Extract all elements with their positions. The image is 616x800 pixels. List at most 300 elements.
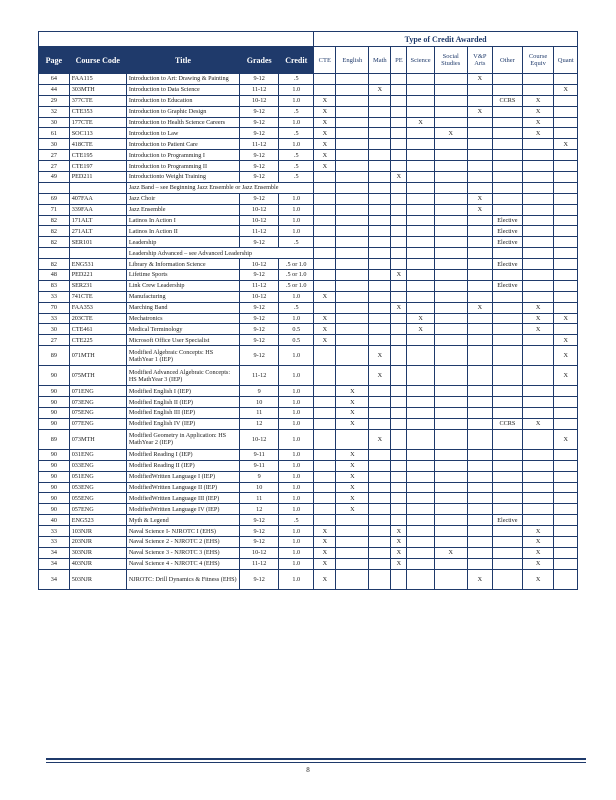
row-course-code: SER231 bbox=[69, 280, 126, 291]
row-math bbox=[369, 150, 391, 161]
row-social-studies bbox=[434, 117, 467, 128]
row-course-equiv bbox=[522, 335, 554, 346]
row-english bbox=[336, 182, 369, 193]
row-english bbox=[336, 128, 369, 139]
row-social-studies bbox=[434, 418, 467, 429]
col-title: Title bbox=[126, 47, 239, 74]
row-course-code: 303MTH bbox=[69, 84, 126, 95]
row-science bbox=[407, 128, 435, 139]
row-course-code: 203NJR bbox=[69, 536, 126, 547]
row-social-studies bbox=[434, 397, 467, 408]
row-grades: 9-12 bbox=[240, 237, 279, 248]
row-cte: X bbox=[314, 569, 336, 589]
row-course-code: 303NJR bbox=[69, 547, 126, 558]
row-social-studies bbox=[434, 302, 467, 313]
row-course-code: 407FAA bbox=[69, 193, 126, 204]
table-row bbox=[39, 84, 578, 95]
row-quant bbox=[554, 515, 578, 526]
row-social-studies bbox=[434, 237, 467, 248]
row-title: Introduction to Art: Drawing & Painting bbox=[126, 74, 239, 85]
row-english bbox=[336, 270, 369, 281]
row-english bbox=[336, 526, 369, 537]
row-title: ModifiedWritten Language I (IEP) bbox=[126, 471, 239, 482]
row-title: Latinos In Action II bbox=[126, 226, 239, 237]
row-pe bbox=[391, 215, 407, 226]
row-social-studies bbox=[434, 182, 467, 193]
row-quant bbox=[554, 536, 578, 547]
row-page: 61 bbox=[39, 128, 70, 139]
row-cte: X bbox=[314, 558, 336, 569]
row-course-code bbox=[69, 248, 126, 259]
row-page: 70 bbox=[39, 302, 70, 313]
row-quant bbox=[554, 117, 578, 128]
row-course-code: 741CTE bbox=[69, 291, 126, 302]
row-grades: 9-12 bbox=[240, 161, 279, 172]
table-row bbox=[39, 161, 578, 172]
col-other: Other bbox=[493, 47, 523, 74]
row-page: 90 bbox=[39, 408, 70, 419]
row-credit: 1.0 bbox=[279, 346, 314, 366]
row-other bbox=[493, 493, 523, 504]
row-grades: 9-12 bbox=[240, 270, 279, 281]
row-page bbox=[39, 248, 70, 259]
table-row bbox=[39, 139, 578, 150]
row-page: 30 bbox=[39, 324, 70, 335]
row-english: X bbox=[336, 471, 369, 482]
row-vp-arts bbox=[467, 471, 492, 482]
row-credit: 1.0 bbox=[279, 193, 314, 204]
row-math bbox=[369, 558, 391, 569]
row-quant bbox=[554, 449, 578, 460]
row-quant bbox=[554, 237, 578, 248]
row-other: Elective bbox=[493, 515, 523, 526]
row-page: 30 bbox=[39, 117, 70, 128]
row-math bbox=[369, 226, 391, 237]
row-cte: X bbox=[314, 313, 336, 324]
row-page: 40 bbox=[39, 515, 70, 526]
row-social-studies bbox=[434, 280, 467, 291]
row-quant bbox=[554, 248, 578, 259]
row-english: X bbox=[336, 460, 369, 471]
row-title: Microsoft Office User Specialist bbox=[126, 335, 239, 346]
row-vp-arts bbox=[467, 182, 492, 193]
row-course-equiv bbox=[522, 237, 554, 248]
row-other bbox=[493, 460, 523, 471]
row-title: Mechatronics bbox=[126, 313, 239, 324]
row-science bbox=[407, 558, 435, 569]
table-row bbox=[39, 226, 578, 237]
row-course-equiv: X bbox=[522, 117, 554, 128]
row-grades: 9-12 bbox=[240, 117, 279, 128]
row-english bbox=[336, 172, 369, 183]
row-other bbox=[493, 182, 523, 193]
row-course-equiv bbox=[522, 291, 554, 302]
col-science: Science bbox=[407, 47, 435, 74]
row-credit: 1.0 bbox=[279, 366, 314, 386]
row-cte bbox=[314, 193, 336, 204]
row-course-code: ENG531 bbox=[69, 259, 126, 270]
table-row bbox=[39, 547, 578, 558]
row-cte bbox=[314, 74, 336, 85]
row-page: 90 bbox=[39, 471, 70, 482]
row-course-equiv bbox=[522, 504, 554, 515]
row-social-studies bbox=[434, 324, 467, 335]
row-cte bbox=[314, 346, 336, 366]
row-title: Modified English III (IEP) bbox=[126, 408, 239, 419]
table-row bbox=[39, 397, 578, 408]
row-credit: 1.0 bbox=[279, 526, 314, 537]
row-course-code: 073MTH bbox=[69, 429, 126, 449]
row-grades: 10-12 bbox=[240, 429, 279, 449]
row-credit: 1.0 bbox=[279, 460, 314, 471]
row-math bbox=[369, 270, 391, 281]
row-credit: .5 or 1.0 bbox=[279, 270, 314, 281]
row-science bbox=[407, 397, 435, 408]
row-course-code: 171ALT bbox=[69, 215, 126, 226]
row-grades: 9-12 bbox=[240, 324, 279, 335]
row-social-studies bbox=[434, 139, 467, 150]
row-other bbox=[493, 139, 523, 150]
row-vp-arts bbox=[467, 270, 492, 281]
row-pe bbox=[391, 204, 407, 215]
row-quant bbox=[554, 161, 578, 172]
row-science bbox=[407, 536, 435, 547]
row-vp-arts bbox=[467, 161, 492, 172]
row-quant bbox=[554, 397, 578, 408]
row-other: Elective bbox=[493, 259, 523, 270]
row-page: 30 bbox=[39, 139, 70, 150]
row-english bbox=[336, 84, 369, 95]
row-page: 90 bbox=[39, 449, 70, 460]
row-cte bbox=[314, 84, 336, 95]
row-quant: X bbox=[554, 429, 578, 449]
row-pe bbox=[391, 346, 407, 366]
row-course-equiv: X bbox=[522, 324, 554, 335]
row-science bbox=[407, 248, 435, 259]
row-science bbox=[407, 161, 435, 172]
row-grades: 9-12 bbox=[240, 313, 279, 324]
row-vp-arts bbox=[467, 324, 492, 335]
row-english: X bbox=[336, 493, 369, 504]
col-page: Page bbox=[39, 47, 70, 74]
row-vp-arts bbox=[467, 128, 492, 139]
row-title: Introduction to Patient Care bbox=[126, 139, 239, 150]
row-title: Introduction to Programming I bbox=[126, 150, 239, 161]
row-page: 89 bbox=[39, 429, 70, 449]
type-of-credit-header: Type of Credit Awarded bbox=[314, 32, 578, 47]
table-row bbox=[39, 74, 578, 85]
table-row bbox=[39, 569, 578, 589]
note-row bbox=[39, 182, 578, 193]
row-course-equiv bbox=[522, 193, 554, 204]
row-english bbox=[336, 547, 369, 558]
row-social-studies bbox=[434, 259, 467, 270]
row-credit: 1.0 bbox=[279, 95, 314, 106]
row-science bbox=[407, 291, 435, 302]
row-course-code: 271ALT bbox=[69, 226, 126, 237]
row-credit: .5 bbox=[279, 161, 314, 172]
row-vp-arts: X bbox=[467, 569, 492, 589]
row-course-code: CTE197 bbox=[69, 161, 126, 172]
row-grades: 10 bbox=[240, 397, 279, 408]
row-science bbox=[407, 226, 435, 237]
row-credit: .5 bbox=[279, 150, 314, 161]
row-quant bbox=[554, 172, 578, 183]
row-vp-arts: X bbox=[467, 106, 492, 117]
row-cte bbox=[314, 237, 336, 248]
row-cte bbox=[314, 248, 336, 259]
row-science bbox=[407, 504, 435, 515]
row-course-code: 033ENG bbox=[69, 460, 126, 471]
row-science bbox=[407, 172, 435, 183]
table-row bbox=[39, 237, 578, 248]
row-other bbox=[493, 536, 523, 547]
row-pe: X bbox=[391, 558, 407, 569]
row-vp-arts bbox=[467, 150, 492, 161]
row-cte bbox=[314, 449, 336, 460]
row-vp-arts bbox=[467, 408, 492, 419]
row-credit: 1.0 bbox=[279, 493, 314, 504]
row-social-studies bbox=[434, 408, 467, 419]
row-english bbox=[336, 161, 369, 172]
row-quant bbox=[554, 418, 578, 429]
row-social-studies bbox=[434, 248, 467, 259]
row-pe bbox=[391, 248, 407, 259]
row-credit: 1.0 bbox=[279, 558, 314, 569]
row-other bbox=[493, 547, 523, 558]
col-social-studies: Social Studies bbox=[434, 47, 467, 74]
row-page: 90 bbox=[39, 397, 70, 408]
row-social-studies bbox=[434, 536, 467, 547]
row-credit: .5 bbox=[279, 515, 314, 526]
row-english bbox=[336, 204, 369, 215]
row-vp-arts bbox=[467, 504, 492, 515]
row-grades: 12 bbox=[240, 504, 279, 515]
row-math bbox=[369, 172, 391, 183]
row-vp-arts bbox=[467, 418, 492, 429]
row-cte bbox=[314, 408, 336, 419]
row-course-code: ENG523 bbox=[69, 515, 126, 526]
row-course-equiv bbox=[522, 204, 554, 215]
table-row bbox=[39, 302, 578, 313]
row-course-equiv bbox=[522, 74, 554, 85]
row-page: 64 bbox=[39, 74, 70, 85]
row-grades: 11-12 bbox=[240, 84, 279, 95]
row-vp-arts bbox=[467, 449, 492, 460]
row-course-equiv bbox=[522, 366, 554, 386]
row-course-equiv bbox=[522, 226, 554, 237]
row-credit: 1.0 bbox=[279, 117, 314, 128]
row-course-equiv bbox=[522, 471, 554, 482]
row-other bbox=[493, 558, 523, 569]
row-pe: X bbox=[391, 526, 407, 537]
row-vp-arts: X bbox=[467, 204, 492, 215]
row-science bbox=[407, 429, 435, 449]
row-science bbox=[407, 418, 435, 429]
row-social-studies bbox=[434, 515, 467, 526]
row-english bbox=[336, 335, 369, 346]
table-row bbox=[39, 418, 578, 429]
row-course-code bbox=[69, 182, 126, 193]
row-page: 49 bbox=[39, 172, 70, 183]
row-course-equiv bbox=[522, 482, 554, 493]
row-pe bbox=[391, 128, 407, 139]
row-science bbox=[407, 139, 435, 150]
row-vp-arts bbox=[467, 547, 492, 558]
table-row bbox=[39, 460, 578, 471]
row-quant bbox=[554, 215, 578, 226]
row-quant bbox=[554, 324, 578, 335]
row-pe bbox=[391, 408, 407, 419]
row-quant bbox=[554, 493, 578, 504]
row-math bbox=[369, 482, 391, 493]
row-science bbox=[407, 346, 435, 366]
table-row bbox=[39, 106, 578, 117]
row-math bbox=[369, 291, 391, 302]
row-page: 89 bbox=[39, 346, 70, 366]
table-row bbox=[39, 536, 578, 547]
row-science bbox=[407, 95, 435, 106]
table-row bbox=[39, 449, 578, 460]
course-credit-table bbox=[38, 31, 578, 590]
row-vp-arts bbox=[467, 291, 492, 302]
row-vp-arts bbox=[467, 346, 492, 366]
row-page: 27 bbox=[39, 161, 70, 172]
row-pe bbox=[391, 504, 407, 515]
row-math bbox=[369, 259, 391, 270]
row-vp-arts bbox=[467, 386, 492, 397]
row-english bbox=[336, 429, 369, 449]
row-credit: .5 bbox=[279, 237, 314, 248]
row-page: 90 bbox=[39, 482, 70, 493]
row-course-equiv bbox=[522, 397, 554, 408]
row-science bbox=[407, 449, 435, 460]
row-other bbox=[493, 84, 523, 95]
row-math bbox=[369, 182, 391, 193]
row-cte bbox=[314, 418, 336, 429]
row-math bbox=[369, 418, 391, 429]
row-course-equiv bbox=[522, 84, 554, 95]
row-english: X bbox=[336, 386, 369, 397]
row-other bbox=[493, 504, 523, 515]
row-social-studies bbox=[434, 150, 467, 161]
row-math bbox=[369, 460, 391, 471]
row-pe bbox=[391, 493, 407, 504]
row-credit: 1.0 bbox=[279, 408, 314, 419]
column-header-row bbox=[39, 47, 578, 74]
row-course-code: PED211 bbox=[69, 172, 126, 183]
row-grades: 9-12 bbox=[240, 150, 279, 161]
row-social-studies bbox=[434, 106, 467, 117]
row-science bbox=[407, 150, 435, 161]
row-title: Modified Reading I (IEP) bbox=[126, 449, 239, 460]
row-math bbox=[369, 471, 391, 482]
row-page: 27 bbox=[39, 335, 70, 346]
row-other bbox=[493, 471, 523, 482]
row-math bbox=[369, 128, 391, 139]
row-grades: 9-12 bbox=[240, 569, 279, 589]
row-pe bbox=[391, 460, 407, 471]
row-title: ModifiedWritten Language IV (IEP) bbox=[126, 504, 239, 515]
row-math bbox=[369, 139, 391, 150]
row-credit: 1.0 bbox=[279, 215, 314, 226]
row-course-code: CTE225 bbox=[69, 335, 126, 346]
row-page: 33 bbox=[39, 291, 70, 302]
row-social-studies bbox=[434, 504, 467, 515]
row-pe bbox=[391, 313, 407, 324]
row-science bbox=[407, 471, 435, 482]
row-other: Elective bbox=[493, 237, 523, 248]
row-title: Modified Geometry in Application: HS MathYear 2 (IEP) bbox=[126, 429, 239, 449]
row-course-equiv bbox=[522, 182, 554, 193]
row-quant: X bbox=[554, 139, 578, 150]
row-credit: 1.0 bbox=[279, 429, 314, 449]
row-math bbox=[369, 74, 391, 85]
row-grades: 11-12 bbox=[240, 226, 279, 237]
row-grades: 9-12 bbox=[240, 74, 279, 85]
row-vp-arts: X bbox=[467, 193, 492, 204]
row-math bbox=[369, 493, 391, 504]
row-other bbox=[493, 335, 523, 346]
row-science bbox=[407, 408, 435, 419]
row-page: 90 bbox=[39, 418, 70, 429]
row-english: X bbox=[336, 449, 369, 460]
row-page: 82 bbox=[39, 237, 70, 248]
row-pe: X bbox=[391, 302, 407, 313]
row-pe bbox=[391, 515, 407, 526]
row-social-studies: X bbox=[434, 128, 467, 139]
row-title: Naval Science 3 - NJROTC 3 (EHS) bbox=[126, 547, 239, 558]
row-science bbox=[407, 215, 435, 226]
row-title: Lifetime Sports bbox=[126, 270, 239, 281]
row-pe bbox=[391, 449, 407, 460]
row-course-code: 073ENG bbox=[69, 397, 126, 408]
row-credit: 1.0 bbox=[279, 569, 314, 589]
cross-reference-note: Jazz Band – see Beginning Jazz Ensemble or Jazz Ensemble bbox=[126, 182, 313, 193]
row-page: 34 bbox=[39, 558, 70, 569]
row-english bbox=[336, 259, 369, 270]
row-quant bbox=[554, 204, 578, 215]
row-science bbox=[407, 84, 435, 95]
row-social-studies bbox=[434, 226, 467, 237]
row-course-equiv: X bbox=[522, 418, 554, 429]
row-math bbox=[369, 313, 391, 324]
row-quant bbox=[554, 291, 578, 302]
row-pe: X bbox=[391, 270, 407, 281]
row-pe bbox=[391, 84, 407, 95]
row-pe: X bbox=[391, 172, 407, 183]
row-english bbox=[336, 237, 369, 248]
row-credit: 1.0 bbox=[279, 313, 314, 324]
row-pe bbox=[391, 95, 407, 106]
row-math bbox=[369, 215, 391, 226]
row-pe bbox=[391, 193, 407, 204]
row-math bbox=[369, 95, 391, 106]
row-course-equiv: X bbox=[522, 128, 554, 139]
row-pe bbox=[391, 161, 407, 172]
row-quant bbox=[554, 182, 578, 193]
row-vp-arts bbox=[467, 460, 492, 471]
table-body bbox=[39, 74, 578, 590]
row-other bbox=[493, 204, 523, 215]
row-course-code: PED221 bbox=[69, 270, 126, 281]
row-pe bbox=[391, 117, 407, 128]
row-other bbox=[493, 324, 523, 335]
row-course-code: 051ENG bbox=[69, 471, 126, 482]
row-grades: 11 bbox=[240, 493, 279, 504]
row-social-studies bbox=[434, 482, 467, 493]
row-other: Elective bbox=[493, 215, 523, 226]
